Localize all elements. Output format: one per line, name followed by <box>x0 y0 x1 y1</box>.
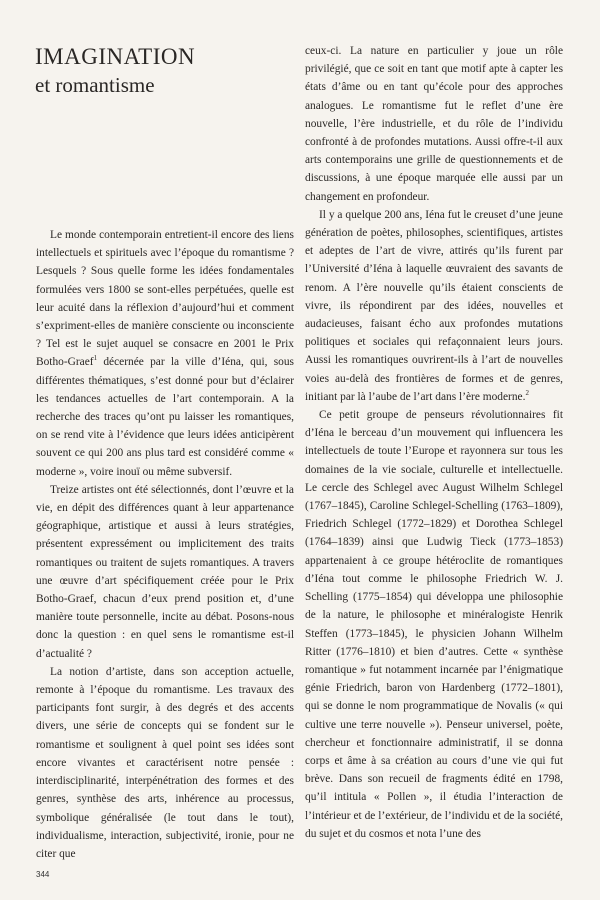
paragraph-text: Il y a quelque 200 ans, Iéna fut le creuset d’une jeune génération de poètes, philosophes, scientifiques, artistes et adeptes de l’art de vivre, attirés qu’ils furent par l’Université d’Iéna à laquelle œuvraient des savants de renom. A l’ère nouvelle qu’ils étaient conscients de vivre, ils répondirent par des idées, nouvelles et audacieuses, faisant écho aux profondes mutations politiques et sociales qui refaçonnaient leurs jours. Aussi les romantiques ouvrirent-ils à l’art de nouvelles voies au-delà des frontières de formes et de genres, initiant par là l’aube de l’art dans l’ère moderne. <box>305 208 563 403</box>
paragraph: La notion d’artiste, dans son acception actuelle, remonte à l’époque du romantisme. Les travaux des participants font surgir, à des degrés et des accents divers, une série de concepts qui se fondent sur le romantisme et soulignent à quel point ses idées sont encore vivantes et caractérisent notre pensée : interdisciplinarité, interpénétration des formes et des genres, synthèse des arts, inhérence au processus, symbolique généralisée (le tout dans le tout), individualisme, interaction, subjectivité, ironie, pour ne citer que <box>36 665 294 860</box>
paragraph-text: décernée par la ville d’Iéna, qui, sous différentes thématiques, s’est donné pour but d’éclairer les tendances actuelles de l’art contemporain. A la recherche des traces qu’ont pu laisser les romantiques, on se rend vite à l’évidence que leurs idées anticipèrent souvent ce qui 200 ans plus tard est considéré comme « moderne », voire inouï ou même subversif. <box>36 356 294 478</box>
page-number: 344 <box>36 870 50 879</box>
paragraph: Ce petit groupe de penseurs révolutionnaires fit d’Iéna le berceau d’un mouvement qui influencera les intellectuels de toute l’Europe et rayonnera sur tous les domaines de la vie sociale, culturelle et intellectuelle. Le cercle des Schlegel avec August Wilhelm Schlegel (1767–1845), Caroline Schlegel-Schelling (1763–1809), Friedrich Schlegel (1772–1829) et Dorothea Schlegel (1764–1839) ainsi que Ludwig Tieck (1773–1853) appartenaient à ce groupe hétéroclite de romantiques d’Iéna tout comme le philosophe Friedrich W. J. Schelling (1775–1854) qui développa une philosophie de la nature, le philosophe et minéralogiste Henrik Steffen (1773–1845), le physicien Johann Wilhelm Ritter (1776–1810) et bien d’autres. Cette « synthèse romantique » fut notamment incarnée par l’énigmatique génie Friedrich, baron von Hardenberg (1772–1801), qui se donne le nom programmatique de Novalis (« qui cultive une terre nouvelle »). Penseur universel, poète, chercheur et fonctionnaire administratif, il se donna corps et âme à sa création au cours d’une vie qui fut brève. Dans son recueil de fragments édité en 1798, qu’il intitula « Pollen », il étudia l’interaction de l’intérieur et de l’extérieur, de l’individu et de la société, du sujet et du cosmos et nota l’une des <box>305 409 563 840</box>
footnote-marker: 2 <box>525 389 529 398</box>
left-text-column <box>36 226 294 863</box>
footnote-marker: 1 <box>93 354 98 363</box>
article-subtitle: et romantisme <box>35 73 155 97</box>
paragraph: ceux-ci. La nature en particulier y joue un rôle privilégié, que ce soit en tant que motif apte à capter les états d’âme ou en tant qu’école pour des approches analogues. Le romantisme fut le reflet d’une ère nouvelle, l’ère industrielle, et du rôle de l’individu confronté à de profondes mutations. Aussi offre-t-il aux arts contemporains une grille de questionnements et de discussions, à une époque marquée elle aussi par un changement en profondeur. <box>305 45 563 203</box>
paragraph <box>36 226 294 481</box>
paragraph-text: Le monde contemporain entretient-il encore des liens intellectuels et spirituels avec l’époque du romantisme ? Lesquels ? Sous quelle forme les idées fondamentales formulées vers 1800 se sont-elles perpétuées, quelle est leur acuité dans la réflexion d’aujourd’hui et comment s’expriment-elles de manière consciente ou inconsciente ? Tel est le sujet auquel se consacre en 2001 le Prix Botho-Graef <box>36 229 294 369</box>
right-text-column <box>305 42 563 843</box>
paragraph: Treize artistes ont été sélectionnés, dont l’œuvre et la vie, en dépit des différences quant à leur appartenance géographique, artistique et aussi à leurs stratégies, présentent expressément ou implicitement des traits romantiques ou traitent de sujets romantiques. A travers une œuvre d’art spécifiquement créée pour le Prix Botho-Graef, chacun d’eux prend position et, d’une manière toute personnelle, incite au débat. Posons-nous donc la question : en quel sens le romantisme est-il d’actualité ? <box>36 483 294 660</box>
article-title: IMAGINATION <box>35 44 196 69</box>
paragraph <box>305 206 563 406</box>
